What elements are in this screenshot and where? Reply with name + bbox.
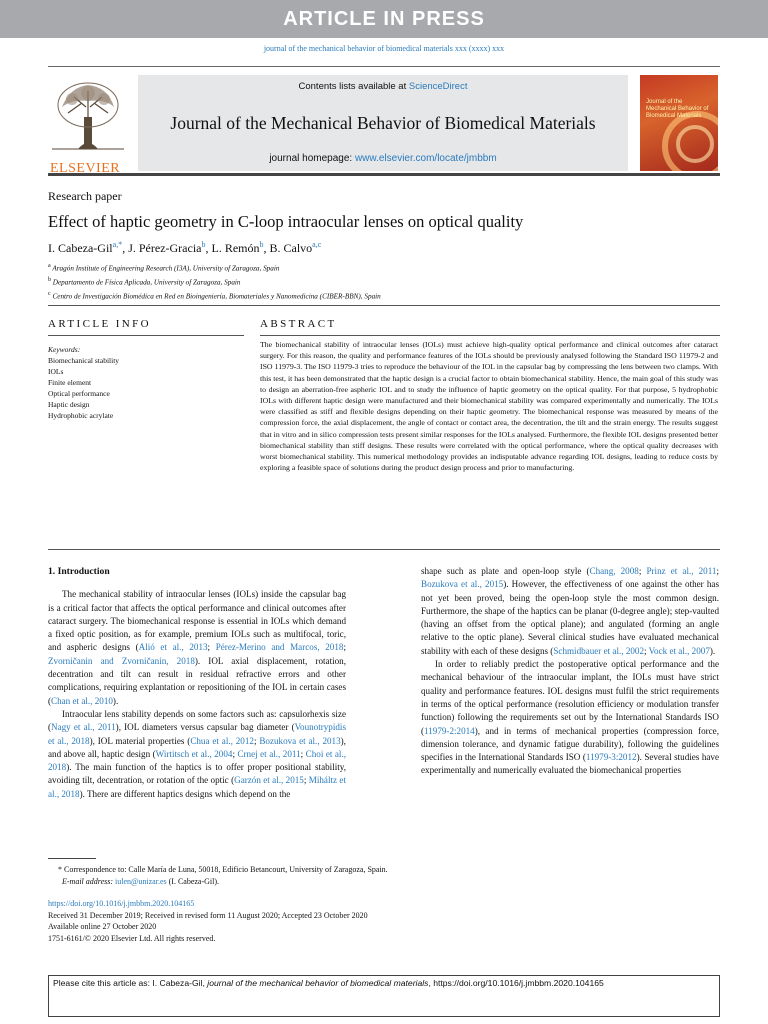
body-column-left <box>48 563 346 801</box>
cite-suffix[interactable]: , https://doi.org/10.1016/j.jmbbm.2020.104165 <box>428 978 604 988</box>
contents-prefix: Contents lists available at <box>298 81 407 92</box>
journal-cover-thumbnail[interactable] <box>640 75 718 171</box>
body-text: ; <box>300 748 306 759</box>
body-text: ), and in terms of mechanical properties (compression force, dimension tolerance, and dynamic fatigue durability), following the guidelines specifies in the International Standards ISO ( <box>421 725 719 763</box>
body-text: shape such as plate and open-loop style ( <box>421 566 590 576</box>
body-text: ), IOL material properties ( <box>89 735 191 746</box>
keyword-item: IOLs <box>48 367 64 376</box>
body-text: ). IOL axial displacement, rotation, decentration and tilt can result in residual refractive errors and other complications, requiring explantation or repositioning of the IOL in certain cases ( <box>48 655 346 706</box>
citation-link[interactable]: Bozukova et al., 2013 <box>259 735 341 746</box>
affiliation <box>48 275 381 289</box>
keyword-item: Finite element <box>48 378 92 387</box>
homepage-prefix: journal homepage: <box>269 153 353 164</box>
body-text: ). However, the effectiveness of one against the other has not yet been proved, being the open-loop style the most common design. Furthermore, the shape of the haptics can be planar (0-degree angle); step-vaulted (having an offset from the optical plane); and angulated (forming an angle relative to the optic plane). Several clinical studies have evaluated mechanical stability with each of these designs ( <box>421 579 719 656</box>
body-text: Intraocular lens stability depends on some factors such as: capsulorhexis size ( <box>48 708 346 733</box>
citation-link[interactable]: Wirtitsch et al., 2004 <box>155 748 233 759</box>
keywords-block <box>48 344 119 421</box>
journal-reference-link[interactable]: journal of the mechanical behavior of biomedical materials xxx (xxxx) xxx <box>263 44 505 53</box>
abstract-heading: ABSTRACT <box>260 318 337 330</box>
citation-link[interactable]: Choi et al., 2018 <box>48 748 346 773</box>
body-text: ; <box>253 735 260 746</box>
section-divider <box>48 305 720 306</box>
author-affiliation-marker[interactable]: a,c <box>312 240 322 249</box>
body-text: ), IOL diameters versus capsular bag diameter ( <box>115 722 295 733</box>
citation-link[interactable]: Schmidbauer et al., 2002 <box>553 645 645 656</box>
online-date: Available online 27 October 2020 <box>48 922 157 931</box>
author-name[interactable]: L. Remón <box>211 241 260 255</box>
citation-link[interactable]: Chan et al., 2010 <box>51 695 113 706</box>
body-paragraph <box>48 588 346 708</box>
section-heading: 1. Introduction <box>48 566 110 577</box>
article-info-rule <box>48 335 244 336</box>
citation-link[interactable]: Miháltz et al., 2018 <box>48 775 346 799</box>
citation-link[interactable]: Nagy et al., 2011 <box>51 722 116 733</box>
correspondence-text: Correspondence to: Calle María de Luna, 50018, Edificio Betancourt, University of Zaragoza, Spain. <box>64 865 388 874</box>
body-text: ). <box>709 645 716 656</box>
abstract-rule <box>260 335 720 336</box>
body-text: ). The main function of the haptics is to offer proper positional stability, avoiding tilt, decentration, or rotation of the optic ( <box>48 762 346 786</box>
body-text: ; <box>207 642 216 653</box>
email-suffix: (I. Cabeza-Gil). <box>168 877 220 886</box>
please-cite-box <box>48 975 720 1017</box>
keyword-item: Haptic design <box>48 400 90 409</box>
affiliation-text: Aragón Institute of Engineering Research (I3A), University of Zaragoza, Spain <box>52 264 280 273</box>
body-text: ; <box>644 645 649 656</box>
author-affiliation-marker[interactable]: b <box>259 240 264 249</box>
body-paragraph <box>421 565 719 658</box>
body-text: ; <box>343 642 346 653</box>
citation-link[interactable]: Bozukova et al., 2015 <box>421 579 504 590</box>
affiliation-list <box>48 261 381 303</box>
cite-prefix: Please cite this article as: I. Cabeza-Gil, <box>53 978 205 988</box>
elsevier-wordmark: ELSEVIER <box>50 161 121 176</box>
citation-link[interactable]: Chua et al., 2012 <box>190 735 254 746</box>
body-paragraph <box>421 658 719 778</box>
cite-journal: journal of the mechanical behavior of biomedical materials <box>207 978 429 988</box>
body-text: In order to reliably predict the postoperative optical performance and the mechanical behaviour of the intraocular implant, the IOLs must have strict quality and performance features. IOL designs must fulfil the strict requirements in terms of the optical performance (resolution efficiency or modulation transfer function) following the requirements set out by the International Standards ISO ( <box>421 659 719 736</box>
affiliation-mark: b <box>48 276 51 283</box>
body-text: ), and above all, haptic design ( <box>48 735 346 759</box>
footnote-rule <box>48 858 96 859</box>
banner-text: ARTICLE IN PRESS <box>283 8 485 30</box>
copyright-line: 1751-6161/© 2020 Elsevier Ltd. All rights reserved. <box>48 933 216 943</box>
body-text: ; <box>716 566 719 576</box>
journal-masthead <box>48 66 720 176</box>
affiliation-text: Departamento de Física Aplicada, University of Zaragoza, Spain <box>52 278 241 287</box>
author-separator: , <box>205 241 212 255</box>
abstract-text: The biomechanical stability of intraocular lenses (IOLs) must achieve high-quality optical performance and clinical outcomes after cataract surgery. For this reason, the quality and performance features of the IOLs should be previously analysed following the Standard ISO 11979-2 and ISO 11979-3. The ISO 11979-3 tries to reproduce the behaviour of the IOL in the capsular bag by compressing the lens between two clamps. With this test, it has been demonstrated that the haptic design is a crucial factor to obtain biomechanical stability. Hence, the main goal of this study was to design an aberration-free aspheric IOL and to study the influence of haptic geometry on the optical quality. For that purpose, 5 hydrophobic IOLs with different haptic design were manufactured and their biomechanical stability was compared experimentally and numerically. The IOLs were classified as stiff and flexible designs depending on their haptic geometry. The biomechanical response was measured by means of the compression force, the axial displacement, the angle of contact or contact area, the decentration, the tilt and the strain energy. The results suggest that in vitro and in silico compression tests present similar responses for the IOLs analysed. Furthermore, the flexible IOL designs presented better biomechanical stability than stiff designs. These results were correlated with the optical performance, where the optical quality decreases with worst biomechanical stability. This numerical methodology provides an indisputable advance regarding IOL designs, leading to reduce costs by exploring a feasible space of solutions during the product design process and prior to manufacturing. <box>260 340 718 473</box>
author-name[interactable]: B. Calvo <box>269 241 313 255</box>
cover-title: Journal of the Mechanical Behavior of Biomedical Materials <box>646 99 709 119</box>
email-label: E-mail address: <box>62 877 114 886</box>
contents-line <box>138 81 628 92</box>
correspondence-line: * Correspondence to: Calle María de Luna, 50018, Edificio Betancourt, University of Zaragoza, Spain. <box>58 865 388 874</box>
body-divider <box>48 549 720 550</box>
author-separator: , <box>122 241 129 255</box>
body-text: ). Several studies have experimentally and numerically evaluated the biomechanical properties <box>421 752 719 776</box>
body-text: ). <box>112 695 119 706</box>
journal-title-box <box>138 75 628 171</box>
publication-info <box>48 898 368 944</box>
affiliation <box>48 261 381 275</box>
correspondence-footnote <box>58 864 388 888</box>
body-text: ; <box>232 748 238 759</box>
body-text: ; <box>638 566 647 576</box>
homepage-line <box>138 153 628 164</box>
cover-swirl-decoration-inner <box>676 125 714 163</box>
author-affiliation-marker[interactable]: a,* <box>112 240 123 249</box>
citation-link[interactable]: Zvorničanin and Zvorničanin, 2018 <box>48 655 195 666</box>
sciencedirect-link[interactable]: ScienceDirect <box>408 81 468 92</box>
affiliation-mark: a <box>48 263 51 269</box>
body-text: ). There are different haptics designs which depend on the <box>79 788 291 799</box>
body-text: ; <box>303 775 309 786</box>
affiliation-mark: c <box>48 290 51 297</box>
tree-icon <box>48 77 128 157</box>
keyword-item: Optical performance <box>48 389 110 398</box>
citation-link[interactable]: Vounotrypidis et al., 2018 <box>48 722 346 746</box>
body-text: The mechanical stability of intraocular lenses (IOLs) inside the capsular bag is a critical factor that affects the optical performance and clinical outcomes after cataract surgery. The biomechanical response is essential in IOLs which demand a fixed optic position, as for example, premium IOLs such as multifocal, toric, and aspheric designs ( <box>48 589 346 653</box>
citation-link[interactable]: Vock et al., 2007 <box>648 645 710 656</box>
body-paragraph <box>48 708 346 801</box>
citation-link[interactable]: 11979-3:2012 <box>585 752 637 763</box>
doi-link[interactable]: https://doi.org/10.1016/j.jmbbm.2020.104165 <box>48 899 195 908</box>
keyword-item: Hydrophobic acrylate <box>48 411 114 420</box>
email-line <box>58 876 388 888</box>
affiliation-text: Centro de Investigación Biomédica en Red en Bioingeniería, Biomateriales y Nanomedicina (CIBER-BBN), Spain <box>52 292 381 301</box>
received-dates: Received 31 December 2019; Received in revised form 11 August 2020; Accepted 23 October 2020 <box>48 910 368 920</box>
author-name[interactable]: J. Pérez-Gracia <box>128 241 202 255</box>
article-title: Effect of haptic geometry in C-loop intraocular lenses on optical quality <box>48 212 524 231</box>
homepage-link[interactable]: www.elsevier.com/locate/jmbbm <box>354 153 497 164</box>
citation-link[interactable]: Chang, 2008 <box>589 566 639 576</box>
citation-link[interactable]: 11979-2:2014 <box>424 725 475 736</box>
article-type: Research paper <box>48 189 122 203</box>
affiliation <box>48 289 381 303</box>
article-info-heading: ARTICLE INFO <box>48 318 151 330</box>
email-link[interactable]: iulen@unizar.es <box>115 877 167 886</box>
article-in-press-banner <box>0 0 768 38</box>
journal-name: Journal of the Mechanical Behavior of Biomedical Materials <box>170 113 596 133</box>
author-separator: , <box>263 241 270 255</box>
author-affiliation-marker[interactable]: b <box>201 240 206 249</box>
citation-link[interactable]: Alió et al., 2013 <box>138 642 208 653</box>
body-column-right <box>421 565 719 778</box>
citation-link[interactable]: Pérez-Merino and Marcos, 2018 <box>215 642 344 653</box>
elsevier-tree-logo[interactable] <box>48 77 128 176</box>
author-name[interactable]: I. Cabeza-Gil <box>48 241 113 255</box>
citation-link[interactable]: Crnej et al., 2011 <box>237 748 301 759</box>
keyword-item: Biomechanical stability <box>48 356 120 365</box>
author-list <box>48 240 321 256</box>
citation-link[interactable]: Garzón et al., 2015 <box>234 775 304 786</box>
citation-link[interactable]: Prinz et al., 2011 <box>646 566 717 576</box>
keywords-label: Keywords: <box>48 345 81 354</box>
